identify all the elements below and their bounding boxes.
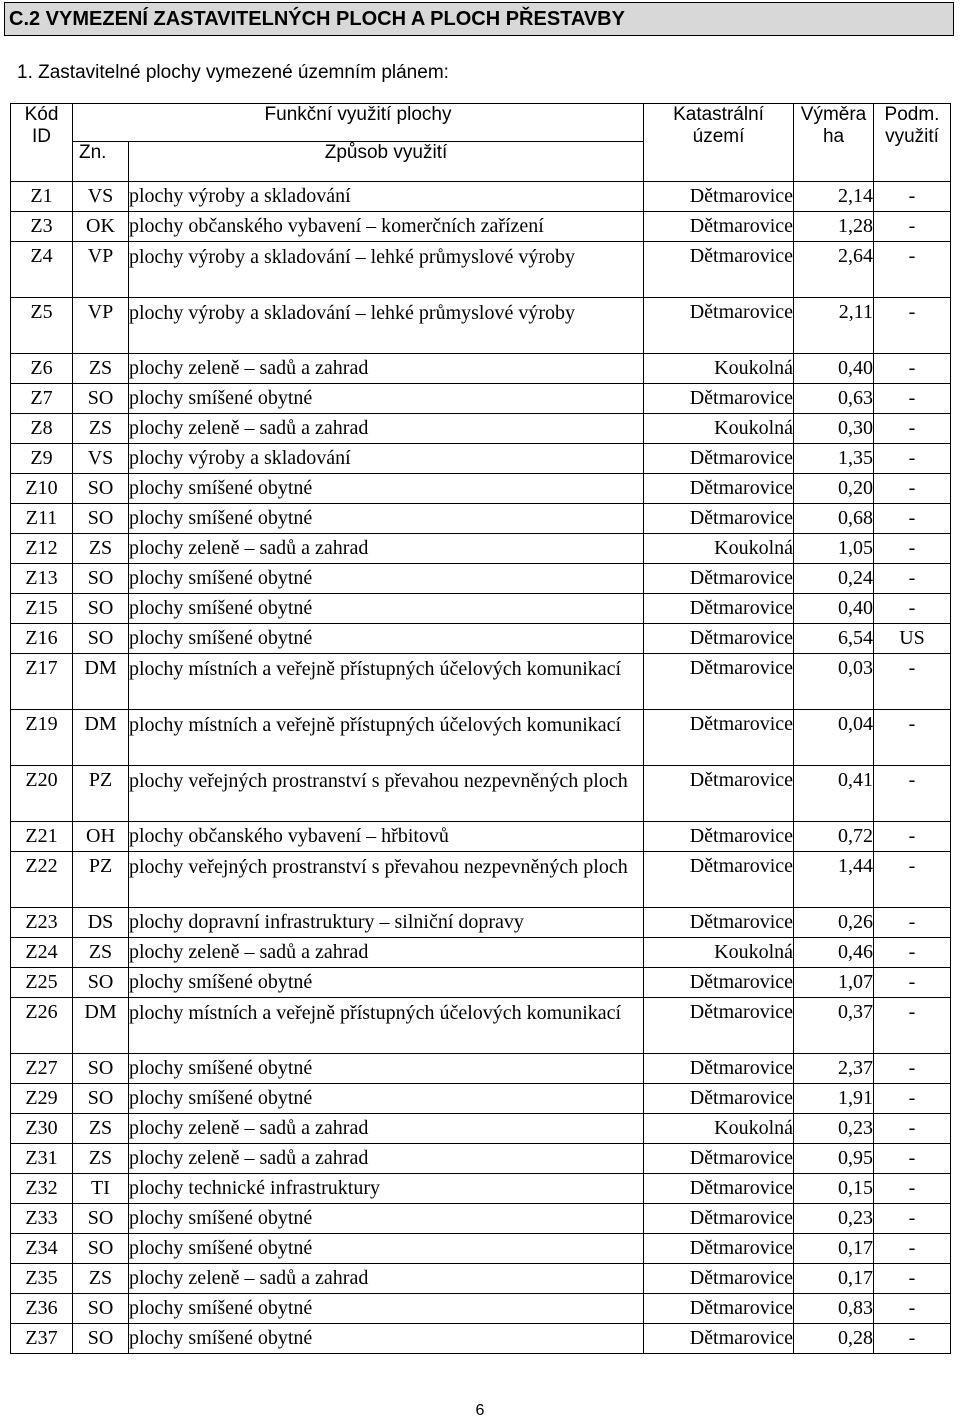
cell-zn: ZS: [73, 354, 129, 384]
cell-kod: Z23: [11, 908, 73, 938]
cell-podm-vyuziti: -: [874, 852, 951, 908]
cell-vymera: 1,05: [794, 534, 874, 564]
cell-kod: Z8: [11, 414, 73, 444]
cell-podm-vyuziti: -: [874, 212, 951, 242]
cell-vymera: 0,15: [794, 1174, 874, 1204]
table-header-row: [11, 104, 951, 142]
cell-katastralni-uzemi: Dětmarovice: [644, 1054, 794, 1084]
cell-zpusob-vyuziti: plochy smíšené obytné: [129, 1294, 644, 1324]
header-podm-line1: Podm.: [884, 104, 940, 125]
cell-katastralni-uzemi: Koukolná: [644, 938, 794, 968]
cell-zn: SO: [73, 564, 129, 594]
cell-podm-vyuziti: -: [874, 1264, 951, 1294]
cell-vymera: 0,26: [794, 908, 874, 938]
table-row: [11, 938, 951, 968]
cell-zpusob-vyuziti: plochy zeleně – sadů a zahrad: [129, 354, 644, 384]
cell-zn: DM: [73, 710, 129, 766]
cell-podm-vyuziti: -: [874, 998, 951, 1054]
table-row: [11, 1324, 951, 1354]
table-row: [11, 624, 951, 654]
cell-zn: SO: [73, 1234, 129, 1264]
cell-vymera: 0,40: [794, 354, 874, 384]
cell-zpusob-vyuziti: plochy smíšené obytné: [129, 1054, 644, 1084]
cell-kod: Z32: [11, 1174, 73, 1204]
cell-katastralni-uzemi: Dětmarovice: [644, 766, 794, 822]
cell-kod: Z21: [11, 822, 73, 852]
cell-vymera: 0,68: [794, 504, 874, 534]
list-heading: 1. Zastavitelné plochy vymezené územním plánem:: [17, 62, 449, 83]
header-kod-line1: Kód: [24, 104, 59, 125]
cell-zpusob-vyuziti: plochy zeleně – sadů a zahrad: [129, 1264, 644, 1294]
cell-zpusob-vyuziti: plochy dopravní infrastruktury – silniční dopravy: [129, 908, 644, 938]
cell-kod: Z15: [11, 594, 73, 624]
cell-kod: Z24: [11, 938, 73, 968]
cell-kod: Z25: [11, 968, 73, 998]
cell-kod: Z20: [11, 766, 73, 822]
cell-zn: SO: [73, 384, 129, 414]
cell-kod: Z30: [11, 1114, 73, 1144]
cell-zpusob-vyuziti: plochy technické infrastruktury: [129, 1174, 644, 1204]
cell-kod: Z12: [11, 534, 73, 564]
table-row: [11, 852, 951, 908]
table-row: [11, 1204, 951, 1234]
cell-vymera: 1,35: [794, 444, 874, 474]
cell-zn: VS: [73, 444, 129, 474]
cell-kod: Z19: [11, 710, 73, 766]
cell-zn: ZS: [73, 1114, 129, 1144]
cell-katastralni-uzemi: Dětmarovice: [644, 384, 794, 414]
cell-katastralni-uzemi: Dětmarovice: [644, 710, 794, 766]
cell-kod: Z1: [11, 182, 73, 212]
cell-kod: Z36: [11, 1294, 73, 1324]
cell-zn: DS: [73, 908, 129, 938]
cell-kod: Z29: [11, 1084, 73, 1114]
cell-katastralni-uzemi: Dětmarovice: [644, 474, 794, 504]
cell-podm-vyuziti: -: [874, 504, 951, 534]
cell-kod: Z26: [11, 998, 73, 1054]
table-row: [11, 594, 951, 624]
cell-vymera: 1,91: [794, 1084, 874, 1114]
cell-katastralni-uzemi: Dětmarovice: [644, 1144, 794, 1174]
cell-zn: TI: [73, 1174, 129, 1204]
cell-katastralni-uzemi: Dětmarovice: [644, 182, 794, 212]
cell-zn: SO: [73, 474, 129, 504]
cell-podm-vyuziti: -: [874, 182, 951, 212]
cell-vymera: 0,17: [794, 1264, 874, 1294]
cell-vymera: 0,17: [794, 1234, 874, 1264]
header-katastralni-line1: Katastrální: [673, 104, 764, 125]
cell-zpusob-vyuziti: plochy smíšené obytné: [129, 1204, 644, 1234]
cell-podm-vyuziti: US: [874, 624, 951, 654]
header-vymera-line2: ha: [822, 126, 845, 147]
cell-zpusob-vyuziti: plochy zeleně – sadů a zahrad: [129, 414, 644, 444]
cell-kod: Z4: [11, 242, 73, 298]
cell-katastralni-uzemi: Dětmarovice: [644, 968, 794, 998]
cell-vymera: 0,23: [794, 1204, 874, 1234]
cell-vymera: 0,46: [794, 938, 874, 968]
cell-katastralni-uzemi: Dětmarovice: [644, 1084, 794, 1114]
cell-kod: Z37: [11, 1324, 73, 1354]
cell-zn: OH: [73, 822, 129, 852]
table-body: [11, 182, 951, 1354]
table-row: [11, 384, 951, 414]
header-podm-vyuziti: [874, 104, 951, 182]
table-row: [11, 1174, 951, 1204]
cell-vymera: 0,41: [794, 766, 874, 822]
cell-zn: ZS: [73, 414, 129, 444]
table-row: [11, 1264, 951, 1294]
cell-vymera: 1,44: [794, 852, 874, 908]
cell-podm-vyuziti: -: [874, 908, 951, 938]
cell-kod: Z13: [11, 564, 73, 594]
cell-katastralni-uzemi: Dětmarovice: [644, 998, 794, 1054]
cell-zpusob-vyuziti: plochy výroby a skladování: [129, 444, 644, 474]
cell-vymera: 0,20: [794, 474, 874, 504]
cell-vymera: 2,14: [794, 182, 874, 212]
cell-zn: SO: [73, 968, 129, 998]
cell-katastralni-uzemi: Dětmarovice: [644, 822, 794, 852]
table-row: [11, 414, 951, 444]
cell-kod: Z27: [11, 1054, 73, 1084]
cell-podm-vyuziti: -: [874, 822, 951, 852]
table-row: [11, 1234, 951, 1264]
cell-kod: Z9: [11, 444, 73, 474]
cell-katastralni-uzemi: Dětmarovice: [644, 594, 794, 624]
cell-podm-vyuziti: -: [874, 710, 951, 766]
cell-podm-vyuziti: -: [874, 534, 951, 564]
cell-zpusob-vyuziti: plochy smíšené obytné: [129, 968, 644, 998]
cell-zpusob-vyuziti: plochy veřejných prostranství s převahou nezpevněných ploch: [129, 852, 644, 908]
cell-podm-vyuziti: -: [874, 1234, 951, 1264]
cell-katastralni-uzemi: Dětmarovice: [644, 1264, 794, 1294]
table-row: [11, 968, 951, 998]
table-row: [11, 534, 951, 564]
page-number: 6: [475, 1402, 485, 1419]
header-funkcni-vyuziti: Funkční využití plochy: [73, 104, 644, 142]
cell-zn: DM: [73, 654, 129, 710]
table-row: [11, 1054, 951, 1084]
cell-zpusob-vyuziti: plochy smíšené obytné: [129, 504, 644, 534]
cell-podm-vyuziti: -: [874, 444, 951, 474]
cell-zn: ZS: [73, 938, 129, 968]
cell-katastralni-uzemi: Dětmarovice: [644, 1234, 794, 1264]
cell-vymera: 1,28: [794, 212, 874, 242]
cell-podm-vyuziti: -: [874, 594, 951, 624]
header-zpusob-vyuziti: Způsob využití: [129, 142, 644, 182]
cell-katastralni-uzemi: Dětmarovice: [644, 852, 794, 908]
cell-vymera: 2,64: [794, 242, 874, 298]
cell-podm-vyuziti: -: [874, 1324, 951, 1354]
cell-zpusob-vyuziti: plochy zeleně – sadů a zahrad: [129, 534, 644, 564]
cell-katastralni-uzemi: Dětmarovice: [644, 444, 794, 474]
table-row: [11, 212, 951, 242]
header-zn: Zn.: [73, 142, 129, 182]
cell-katastralni-uzemi: Dětmarovice: [644, 654, 794, 710]
header-kod: [11, 104, 73, 182]
header-kod-line2: ID: [32, 126, 51, 147]
cell-kod: Z33: [11, 1204, 73, 1234]
cell-zn: SO: [73, 1084, 129, 1114]
cell-zn: ZS: [73, 1144, 129, 1174]
cell-katastralni-uzemi: Koukolná: [644, 354, 794, 384]
cell-zpusob-vyuziti: plochy smíšené obytné: [129, 474, 644, 504]
cell-kod: Z6: [11, 354, 73, 384]
header-vymera-line1: Výměra: [800, 104, 867, 125]
cell-zpusob-vyuziti: plochy občanského vybavení – hřbitovů: [129, 822, 644, 852]
cell-katastralni-uzemi: Dětmarovice: [644, 1324, 794, 1354]
table-row: [11, 242, 951, 298]
cell-katastralni-uzemi: Dětmarovice: [644, 564, 794, 594]
cell-podm-vyuziti: -: [874, 1174, 951, 1204]
cell-zpusob-vyuziti: plochy výroby a skladování – lehké průmyslové výroby: [129, 242, 644, 298]
cell-podm-vyuziti: -: [874, 298, 951, 354]
cell-zn: DM: [73, 998, 129, 1054]
table-row: [11, 822, 951, 852]
table-row: [11, 710, 951, 766]
cell-zpusob-vyuziti: plochy zeleně – sadů a zahrad: [129, 1144, 644, 1174]
cell-katastralni-uzemi: Dětmarovice: [644, 298, 794, 354]
cell-kod: Z3: [11, 212, 73, 242]
cell-podm-vyuziti: -: [874, 1294, 951, 1324]
cell-katastralni-uzemi: Dětmarovice: [644, 908, 794, 938]
cell-katastralni-uzemi: Koukolná: [644, 1114, 794, 1144]
table-row: [11, 1144, 951, 1174]
cell-katastralni-uzemi: Dětmarovice: [644, 1204, 794, 1234]
cell-katastralni-uzemi: Dětmarovice: [644, 242, 794, 298]
cell-katastralni-uzemi: Dětmarovice: [644, 624, 794, 654]
cell-zpusob-vyuziti: plochy místních a veřejně přístupných účelových komunikací: [129, 998, 644, 1054]
cell-zn: OK: [73, 212, 129, 242]
cell-zpusob-vyuziti: plochy místních a veřejně přístupných účelových komunikací: [129, 654, 644, 710]
section-title: C.2 VYMEZENÍ ZASTAVITELNÝCH PLOCH A PLOCH PŘESTAVBY: [4, 2, 954, 36]
cell-kod: Z5: [11, 298, 73, 354]
table-row: [11, 908, 951, 938]
cell-podm-vyuziti: -: [874, 1084, 951, 1114]
cell-katastralni-uzemi: Dětmarovice: [644, 1174, 794, 1204]
cell-vymera: 0,23: [794, 1114, 874, 1144]
cell-kod: Z17: [11, 654, 73, 710]
table-row: [11, 354, 951, 384]
cell-podm-vyuziti: -: [874, 474, 951, 504]
table-row: [11, 444, 951, 474]
cell-zpusob-vyuziti: plochy smíšené obytné: [129, 1234, 644, 1264]
table-row: [11, 1294, 951, 1324]
cell-vymera: 6,54: [794, 624, 874, 654]
table-row: [11, 998, 951, 1054]
cell-zn: PZ: [73, 766, 129, 822]
header-vymera: [794, 104, 874, 182]
cell-zn: ZS: [73, 1264, 129, 1294]
table-row: [11, 474, 951, 504]
table-row: [11, 766, 951, 822]
cell-vymera: 0,72: [794, 822, 874, 852]
table-row: [11, 1084, 951, 1114]
cell-kod: Z10: [11, 474, 73, 504]
cell-vymera: 2,11: [794, 298, 874, 354]
cell-zn: SO: [73, 1054, 129, 1084]
cell-kod: Z35: [11, 1264, 73, 1294]
cell-vymera: 0,83: [794, 1294, 874, 1324]
cell-zpusob-vyuziti: plochy zeleně – sadů a zahrad: [129, 938, 644, 968]
cell-vymera: 0,04: [794, 710, 874, 766]
cell-vymera: 0,30: [794, 414, 874, 444]
cell-katastralni-uzemi: Dětmarovice: [644, 212, 794, 242]
cell-kod: Z22: [11, 852, 73, 908]
cell-kod: Z31: [11, 1144, 73, 1174]
cell-zpusob-vyuziti: plochy výroby a skladování – lehké průmyslové výroby: [129, 298, 644, 354]
header-katastralni: [644, 104, 794, 182]
cell-vymera: 1,07: [794, 968, 874, 998]
cell-zpusob-vyuziti: plochy občanského vybavení – komerčních zařízení: [129, 212, 644, 242]
header-podm-line2: využití: [885, 126, 939, 147]
cell-zn: PZ: [73, 852, 129, 908]
table-row: [11, 654, 951, 710]
cell-zpusob-vyuziti: plochy smíšené obytné: [129, 1324, 644, 1354]
cell-zpusob-vyuziti: plochy smíšené obytné: [129, 564, 644, 594]
cell-podm-vyuziti: -: [874, 354, 951, 384]
cell-zn: VP: [73, 298, 129, 354]
cell-zn: VS: [73, 182, 129, 212]
cell-podm-vyuziti: -: [874, 938, 951, 968]
cell-zpusob-vyuziti: plochy smíšené obytné: [129, 1084, 644, 1114]
cell-vymera: 0,63: [794, 384, 874, 414]
cell-katastralni-uzemi: Dětmarovice: [644, 1294, 794, 1324]
table-row: [11, 182, 951, 212]
cell-kod: Z16: [11, 624, 73, 654]
cell-podm-vyuziti: -: [874, 1054, 951, 1084]
cell-podm-vyuziti: -: [874, 766, 951, 822]
cell-podm-vyuziti: -: [874, 564, 951, 594]
cell-katastralni-uzemi: Koukolná: [644, 534, 794, 564]
cell-podm-vyuziti: -: [874, 1144, 951, 1174]
cell-vymera: 0,37: [794, 998, 874, 1054]
cell-zpusob-vyuziti: plochy zeleně – sadů a zahrad: [129, 1114, 644, 1144]
cell-zn: ZS: [73, 534, 129, 564]
cell-podm-vyuziti: -: [874, 414, 951, 444]
cell-vymera: 0,28: [794, 1324, 874, 1354]
cell-kod: Z34: [11, 1234, 73, 1264]
cell-zn: SO: [73, 1204, 129, 1234]
cell-podm-vyuziti: -: [874, 1204, 951, 1234]
cell-zn: SO: [73, 594, 129, 624]
cell-podm-vyuziti: -: [874, 654, 951, 710]
cell-kod: Z11: [11, 504, 73, 534]
table-row: [11, 564, 951, 594]
cell-zn: SO: [73, 504, 129, 534]
cell-vymera: 0,40: [794, 594, 874, 624]
cell-zn: VP: [73, 242, 129, 298]
cell-zpusob-vyuziti: plochy smíšené obytné: [129, 624, 644, 654]
cell-podm-vyuziti: -: [874, 1114, 951, 1144]
header-katastralni-line2: území: [692, 126, 745, 147]
cell-zpusob-vyuziti: plochy místních a veřejně přístupných účelových komunikací: [129, 710, 644, 766]
cell-zpusob-vyuziti: plochy výroby a skladování: [129, 182, 644, 212]
cell-zn: SO: [73, 624, 129, 654]
cell-katastralni-uzemi: Dětmarovice: [644, 504, 794, 534]
table-row: [11, 504, 951, 534]
cell-zpusob-vyuziti: plochy smíšené obytné: [129, 384, 644, 414]
cell-zpusob-vyuziti: plochy veřejných prostranství s převahou nezpevněných ploch: [129, 766, 644, 822]
cell-podm-vyuziti: -: [874, 968, 951, 998]
cell-podm-vyuziti: -: [874, 384, 951, 414]
cell-vymera: 0,03: [794, 654, 874, 710]
cell-podm-vyuziti: -: [874, 242, 951, 298]
cell-zn: SO: [73, 1324, 129, 1354]
cell-vymera: 0,24: [794, 564, 874, 594]
cell-zn: SO: [73, 1294, 129, 1324]
table-row: [11, 298, 951, 354]
cell-vymera: 2,37: [794, 1054, 874, 1084]
cell-zpusob-vyuziti: plochy smíšené obytné: [129, 594, 644, 624]
cell-katastralni-uzemi: Koukolná: [644, 414, 794, 444]
table-row: [11, 1114, 951, 1144]
zastavitelne-plochy-table: [10, 103, 951, 1354]
cell-vymera: 0,95: [794, 1144, 874, 1174]
cell-kod: Z7: [11, 384, 73, 414]
